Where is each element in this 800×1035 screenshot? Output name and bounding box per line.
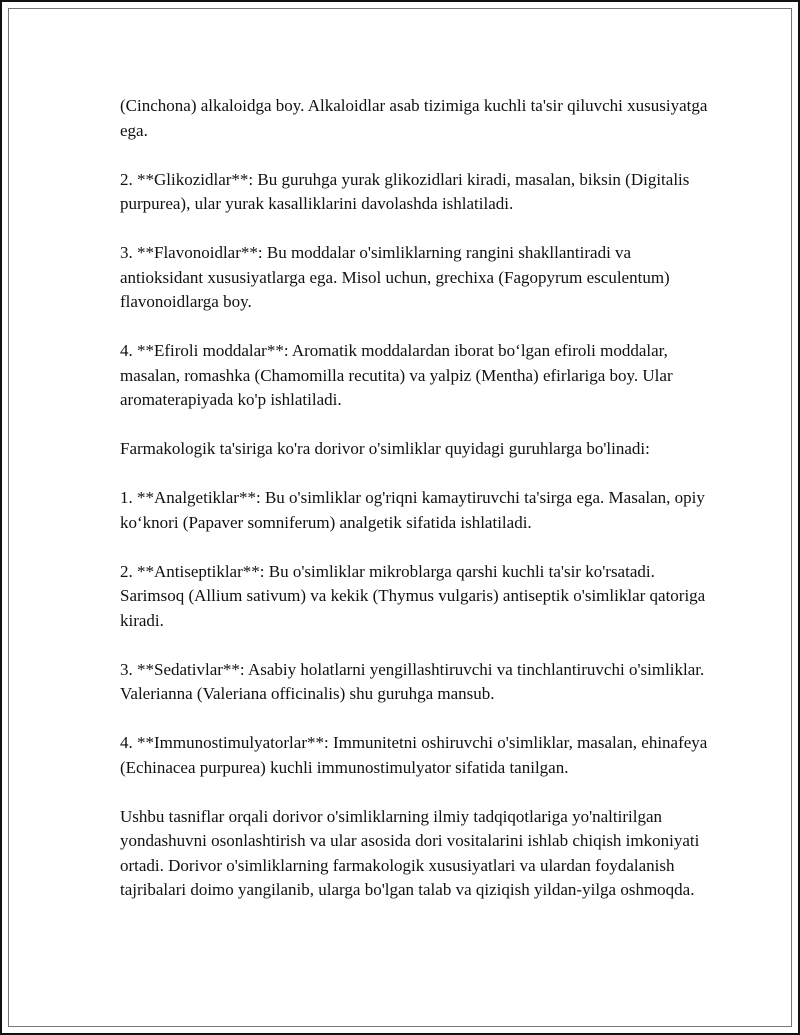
- paragraph-sedatives: 3. **Sedativlar**: Asabiy holatlarni yengillashtiruvchi va tinchlantiruvchi o'simliklar. Valerianna (Valeriana officinalis) shu guruhga mansub.: [120, 659, 705, 703]
- paragraph-glycosides: 2. **Glikozidlar**: Bu guruhga yurak glikozidlari kiradi, masalan, biksin (Digitalis purpurea), ular yurak kasalliklarini davolashda ishlatiladi.: [120, 169, 690, 213]
- paragraph-antiseptics: 2. **Antiseptiklar**: Bu o'simliklar mikroblarga qarshi kuchli ta'sir ko'rsatadi. Sarimsoq (Allium sativum) va kekik (Thymus vulgaris) antiseptik o'simliklar qatoriga kiradi.: [120, 561, 706, 630]
- paragraph-pharmacological-intro: Farmakologik ta'siriga ko'ra dorivor o'simliklar quyidagi guruhlarga bo'linadi:: [120, 439, 650, 458]
- paragraph-essential-oils: 4. **Efiroli moddalar**: Aromatik moddalardan iborat bo‘lgan efiroli moddalar, masalan, romashka (Chamomilla recutita) va yalpiz (Mentha) efirlariga boy. Ular aromaterapiyada ko'p ishlatiladi.: [120, 341, 673, 409]
- paragraph-conclusion: Ushbu tasniflar orqali dorivor o'simliklarning ilmiy tadqiqotlariga yo'naltirilgan yondashuvni osonlashtirish va ular asosida dori vositalarini ishlab chiqish imkoniyati ortadi. Dorivor o'simliklarning farmakologik xususiyatlari va ulardan foydalanish tajribalari doimo yangilanib, ularga bo'lgan talab va qiziqish yildan-yilga oshmoqda.: [120, 806, 700, 899]
- paragraph-analgesics: 1. **Analgetiklar**: Bu o'simliklar og'riqni kamaytiruvchi ta'sirga ega. Masalan, opiy ko‘knori (Papaver somniferum) analgetik sifatida ishlatiladi.: [120, 488, 705, 532]
- paragraph-immunostimulants: 4. **Immunostimulyatorlar**: Immunitetni oshiruvchi o'simliklar, masalan, ehinafeya (Echinacea purpurea) kuchli immunostimulyator sifatida tanilgan.: [120, 733, 708, 777]
- document-body: [120, 94, 710, 903]
- paragraph-alkaloids-continued: (Cinchona) alkaloidga boy. Alkaloidlar asab tizimiga kuchli ta'sir qiluvchi xususiyatga ega.: [120, 96, 708, 140]
- paragraph-flavonoids: 3. **Flavonoidlar**: Bu moddalar o'simliklarning rangini shakllantiradi va antioksidant xususiyatlarga ega. Misol uchun, grechixa (Fagopyrum esculentum) flavonoidlarga boy.: [120, 243, 670, 311]
